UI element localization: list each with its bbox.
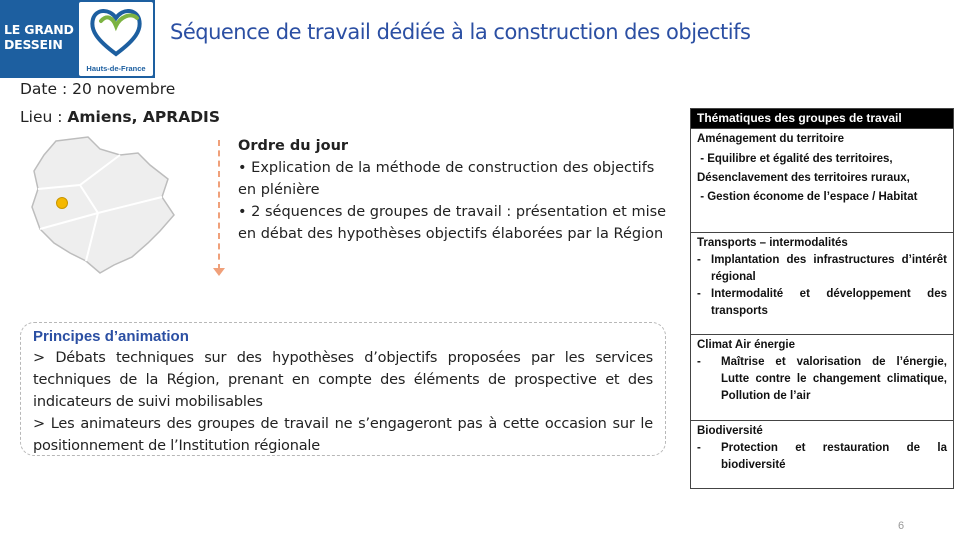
theme-cell-transports: [691, 232, 953, 334]
theme-title: Transports – intermodalités: [697, 237, 848, 249]
brand-logo-band: [0, 0, 155, 78]
date-value: 20 novembre: [72, 80, 176, 98]
item-text: Protection et restauration de la biodiversité: [721, 442, 947, 471]
agenda-arrow-head: [213, 268, 225, 276]
theme-line: Désenclavement des territoires ruraux,: [697, 172, 910, 184]
item-dash: -: [697, 442, 701, 454]
principles-item: > Débats techniques sur des hypothèses d’objectifs proposées par les services techniques de la Région, prenant en compte des éléments de prospective et des indicateurs de suivi mobilisables: [33, 350, 653, 410]
theme-title: Climat Air énergie: [697, 339, 795, 351]
date-line: [20, 80, 175, 98]
item-dash: -: [697, 254, 701, 266]
themes-table-header: Thématiques des groupes de travail: [691, 109, 953, 128]
theme-item: [697, 354, 947, 405]
principles-item: > Les animateurs des groupes de travail ne s’engageront pas à cette occasion sur le positionnement de l’Institution régionale: [33, 416, 653, 454]
item-text: Maîtrise et valorisation de l’énergie, Lutte contre le changement climatique, Pollution de l’air: [721, 356, 947, 402]
theme-line: - Equilibre et égalité des territoires,: [697, 153, 893, 165]
theme-item: [697, 252, 947, 286]
brand-line-1: LE GRAND: [4, 22, 74, 37]
item-dash: -: [697, 288, 701, 300]
location-line: [20, 108, 220, 126]
date-label: Date :: [20, 80, 73, 98]
agenda-item: • 2 séquences de groupes de travail : présentation et mise en débat des hypothèses objectifs élaborées par la Région: [238, 204, 667, 242]
region-map-icon: [28, 135, 178, 275]
agenda-heading: Ordre du jour: [238, 138, 349, 154]
item-text: Intermodalité et développement des transports: [711, 288, 947, 317]
item-text: Implantation des infrastructures d’intérêt régional: [711, 254, 947, 283]
theme-cell-climat: [691, 334, 953, 420]
location-label: Lieu :: [20, 108, 68, 126]
region-name: Hauts-de-France: [86, 64, 146, 73]
theme-cell-biodiversite: [691, 420, 953, 488]
brand-logo-text: [4, 22, 76, 52]
heart-logo-icon: [87, 4, 145, 58]
theme-item: [697, 286, 947, 320]
theme-title: Biodiversité: [697, 425, 763, 437]
themes-table: [690, 108, 954, 489]
principles-heading: Principes d’animation: [33, 328, 189, 345]
location-value: Amiens, APRADIS: [67, 108, 220, 126]
item-dash: -: [697, 356, 701, 368]
agenda-block: [238, 135, 668, 245]
agenda-arrow: [218, 140, 220, 270]
brand-line-2: DESSEIN: [4, 37, 63, 52]
theme-item: [697, 440, 947, 474]
theme-line: - Gestion économe de l’espace / Habitat: [697, 191, 918, 203]
agenda-item: • Explication de la méthode de construction des objectifs en plénière: [238, 160, 655, 198]
theme-title: Aménagement du territoire: [697, 133, 844, 145]
theme-cell-amenagement: [691, 128, 953, 232]
page-title: Séquence de travail dédiée à la construction des objectifs: [170, 20, 751, 44]
page-number: 6: [898, 520, 905, 532]
region-logo: [79, 2, 153, 76]
principles-box: [20, 322, 666, 456]
